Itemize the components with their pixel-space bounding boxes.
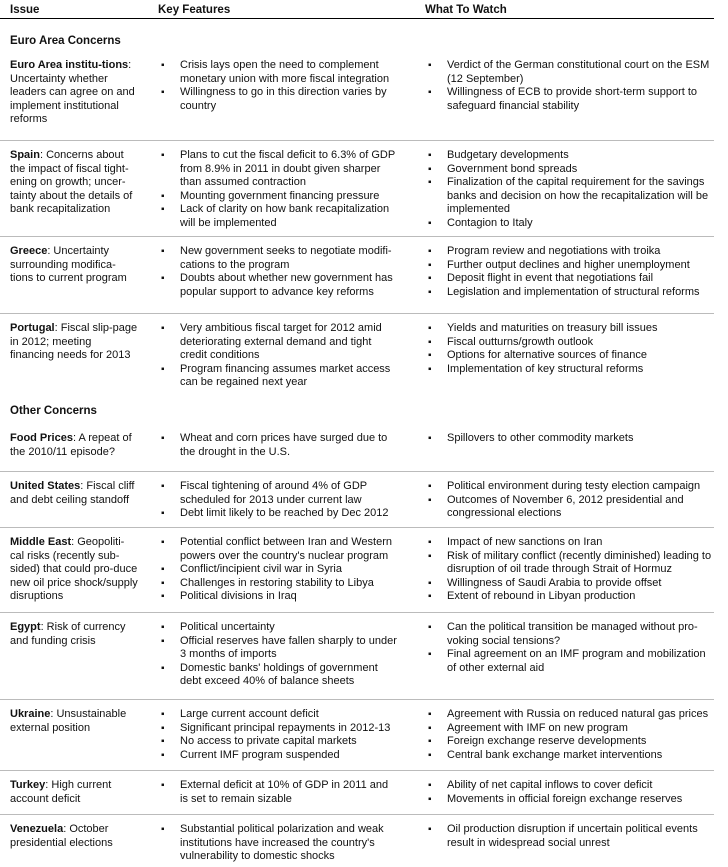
list-item: ▪ Doubts about whether new government has popular support to advance key reforms	[158, 272, 398, 299]
key-features-list	[158, 59, 398, 113]
section-euro-area: Euro Area Concerns	[10, 35, 121, 47]
issue-title: Venezuela	[10, 823, 64, 835]
issue-title: Greece	[10, 245, 48, 257]
key-features-list	[158, 536, 398, 604]
table-row	[0, 140, 714, 229]
list-item: ▪ Very ambitious fiscal target for 2012 amid deteriorating external demand and tight credit conditions	[158, 322, 398, 363]
header-what-to-watch: What To Watch	[425, 4, 507, 16]
list-item: ▪ Political uncertainty	[158, 621, 398, 635]
table-row	[0, 471, 714, 520]
list-item: ▪ Agreement with Russia on reduced natural gas prices	[425, 708, 715, 722]
list-item: ▪ Agreement with IMF on new program	[425, 722, 715, 736]
list-item: ▪ Crisis lays open the need to complement monetary union with more fiscal integration	[158, 59, 398, 86]
list-item: ▪ Debt limit likely to be reached by Dec 2012	[158, 507, 398, 521]
list-item: ▪ No access to private capital markets	[158, 735, 398, 749]
header-key-features: Key Features	[158, 4, 231, 16]
list-item: ▪ Government bond spreads	[425, 163, 715, 177]
list-item: ▪ External deficit at 10% of GDP in 2011 and is set to remain sizable	[158, 779, 398, 806]
list-item: ▪ Fiscal outturns/growth outlook	[425, 336, 715, 350]
key-features-list	[158, 823, 398, 864]
key-features-list	[158, 779, 398, 806]
list-item: ▪ Spillovers to other commodity markets	[425, 432, 715, 446]
issue-description: : October presidential elections	[10, 823, 113, 849]
issue-title: Turkey	[10, 779, 46, 791]
list-item: ▪ Willingness of ECB to provide short-term support to safeguard financial stability	[425, 86, 715, 113]
issue-cell	[10, 621, 138, 648]
list-item: ▪ Mounting government financing pressure	[158, 190, 398, 204]
list-item: ▪ Willingness to go in this direction varies by country	[158, 86, 398, 113]
list-item: ▪ Official reserves have fallen sharply to under 3 months of imports	[158, 635, 398, 662]
list-item: ▪ Verdict of the German constitutional court on the ESM (12 September)	[425, 59, 715, 86]
issue-description: : Fiscal cliff and debt ceiling standoff	[10, 480, 135, 506]
what-to-watch-list	[425, 59, 715, 113]
key-features-list	[158, 245, 398, 299]
issue-cell	[10, 322, 138, 363]
what-to-watch-list	[425, 536, 715, 604]
table-row	[0, 527, 714, 603]
table-row	[0, 236, 714, 298]
issue-cell	[10, 779, 138, 806]
list-item: ▪ Implementation of key structural reforms	[425, 363, 715, 377]
issue-title: Euro Area institu-tions	[10, 59, 129, 71]
list-item: ▪ Political divisions in Iraq	[158, 590, 398, 604]
issue-cell	[10, 708, 138, 735]
table-row	[0, 313, 714, 389]
issue-description: : Uncertainty surrounding modifica-tions to current program	[10, 245, 127, 285]
table-row	[0, 612, 714, 688]
key-features-list	[158, 432, 398, 459]
issue-description: : Concerns about the impact of fiscal tight-ening on growth; uncer-tainty about the details of bank recapitalization	[10, 149, 133, 216]
issue-title: Spain	[10, 149, 40, 161]
list-item: ▪ Legislation and implementation of structural reforms	[425, 286, 715, 300]
list-item: ▪ Substantial political polarization and weak institutions have increased the country's vulnerability to domestic shocks	[158, 823, 398, 864]
section-other-concerns: Other Concerns	[10, 405, 97, 417]
what-to-watch-list	[425, 149, 715, 231]
table-header	[0, 0, 714, 19]
issue-cell	[10, 432, 138, 459]
issue-title: Middle East	[10, 536, 72, 548]
list-item: ▪ Large current account deficit	[158, 708, 398, 722]
issue-description: : Risk of currency and funding crisis	[10, 621, 126, 647]
what-to-watch-list	[425, 823, 715, 850]
list-item: ▪ Final agreement on an IMF program and mobilization of other external aid	[425, 648, 715, 675]
list-item: ▪ Deposit flight in event that negotiations fail	[425, 272, 715, 286]
what-to-watch-list	[425, 779, 715, 806]
issue-description: : Uncertainty whether leaders can agree on and implement institutional reforms	[10, 59, 135, 126]
what-to-watch-list	[425, 245, 715, 299]
list-item: ▪ Wheat and corn prices have surged due to the drought in the U.S.	[158, 432, 398, 459]
issue-title: Portugal	[10, 322, 55, 334]
table-row	[0, 770, 714, 805]
issue-description: : Unsustainable external position	[10, 708, 127, 734]
what-to-watch-list	[425, 621, 715, 675]
issue-cell	[10, 480, 138, 507]
list-item: ▪ Willingness of Saudi Arabia to provide offset	[425, 577, 715, 591]
issue-description: : High current account deficit	[10, 779, 112, 805]
list-item: ▪ Yields and maturities on treasury bill issues	[425, 322, 715, 336]
list-item: ▪ New government seeks to negotiate modifi-cations to the program	[158, 245, 398, 272]
issue-cell	[10, 59, 138, 127]
list-item: ▪ Movements in official foreign exchange reserves	[425, 793, 715, 807]
table-row	[0, 699, 714, 761]
list-item: ▪ Program review and negotiations with troika	[425, 245, 715, 259]
list-item: ▪ Program financing assumes market access can be regained next year	[158, 363, 398, 390]
list-item: ▪ Political environment during testy election campaign	[425, 480, 715, 494]
key-features-list	[158, 322, 398, 390]
issue-cell	[10, 245, 138, 286]
issue-title: Ukraine	[10, 708, 51, 720]
list-item: ▪ Oil production disruption if uncertain political events result in widespread social unrest	[425, 823, 715, 850]
list-item: ▪ Current IMF program suspended	[158, 749, 398, 763]
issue-cell	[10, 536, 138, 604]
list-item: ▪ Outcomes of November 6, 2012 presidential and congressional elections	[425, 494, 715, 521]
list-item: ▪ Conflict/incipient civil war in Syria	[158, 563, 398, 577]
header-issue: Issue	[10, 4, 40, 16]
list-item: ▪ Options for alternative sources of finance	[425, 349, 715, 363]
key-features-list	[158, 149, 398, 231]
issue-cell	[10, 823, 138, 850]
list-item: ▪ Fiscal tightening of around 4% of GDP scheduled for 2013 under current law	[158, 480, 398, 507]
list-item: ▪ Further output declines and higher unemployment	[425, 259, 715, 273]
list-item: ▪ Contagion to Italy	[425, 217, 715, 231]
list-item: ▪ Foreign exchange reserve developments	[425, 735, 715, 749]
list-item: ▪ Extent of rebound in Libyan production	[425, 590, 715, 604]
what-to-watch-list	[425, 322, 715, 376]
list-item: ▪ Domestic banks' holdings of government debt exceed 40% of balance sheets	[158, 662, 398, 689]
issue-title: United States	[10, 480, 81, 492]
list-item: ▪ Budgetary developments	[425, 149, 715, 163]
key-features-list	[158, 621, 398, 689]
list-item: ▪ Can the political transition be managed without pro-voking social tensions?	[425, 621, 715, 648]
issue-title: Egypt	[10, 621, 41, 633]
issue-description: : A repeat of the 2010/11 episode?	[10, 432, 132, 458]
list-item: ▪ Plans to cut the fiscal deficit to 6.3% of GDP from 8.9% in 2011 in doubt given sharper than assumed contraction	[158, 149, 398, 190]
list-item: ▪ Risk of military conflict (recently diminished) leading to disruption of oil trade through Strait of Hormuz	[425, 550, 715, 577]
table-row	[0, 814, 714, 863]
what-to-watch-list	[425, 480, 715, 521]
issue-description: : Geopoliti-cal risks (recently sub-sided) that could pro-duce new oil price shock/supply disruptions	[10, 536, 138, 603]
key-features-list	[158, 708, 398, 762]
issue-description: : Fiscal slip-page in 2012; meeting financing needs for 2013	[10, 322, 138, 362]
issue-title: Food Prices	[10, 432, 73, 444]
list-item: ▪ Significant principal repayments in 2012-13	[158, 722, 398, 736]
list-item: ▪ Lack of clarity on how bank recapitalization will be implemented	[158, 203, 398, 230]
list-item: ▪ Ability of net capital inflows to cover deficit	[425, 779, 715, 793]
what-to-watch-list	[425, 708, 715, 762]
key-features-list	[158, 480, 398, 521]
list-item: ▪ Impact of new sanctions on Iran	[425, 536, 715, 550]
list-item: ▪ Finalization of the capital requirement for the savings banks and decision on how the recapitalization will be implemented	[425, 176, 715, 217]
list-item: ▪ Potential conflict between Iran and Western powers over the country's nuclear program	[158, 536, 398, 563]
list-item: ▪ Challenges in restoring stability to Libya	[158, 577, 398, 591]
list-item: ▪ Central bank exchange market interventions	[425, 749, 715, 763]
what-to-watch-list	[425, 432, 715, 446]
issue-cell	[10, 149, 138, 217]
